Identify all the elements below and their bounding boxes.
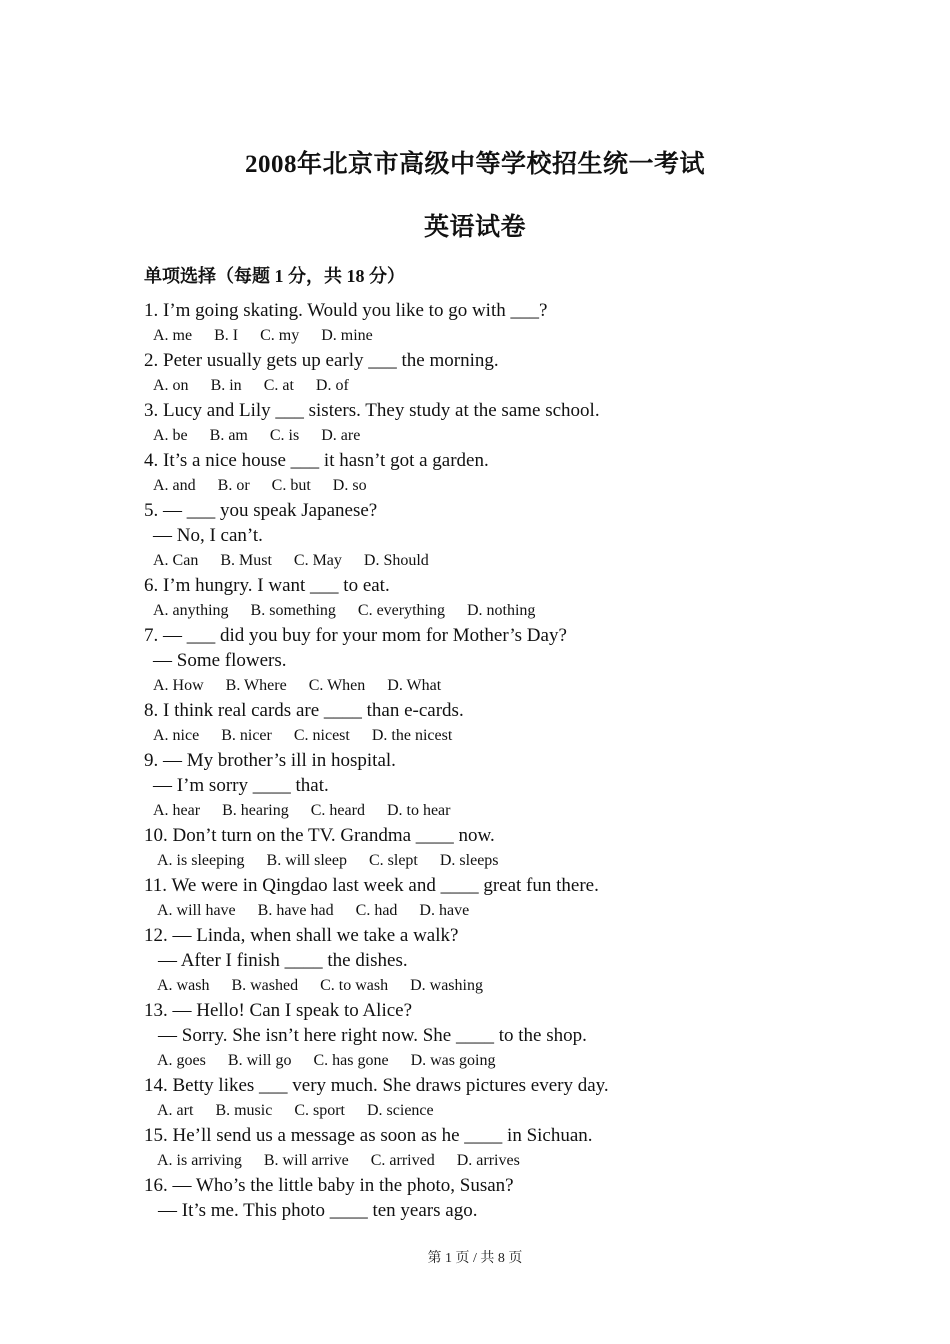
option-a: A. anything (153, 602, 229, 619)
options-row (144, 848, 844, 873)
question-stem: 3. Lucy and Lily ___ sisters. They study at the same school. (144, 400, 600, 421)
option-b: B. will go (227, 1052, 292, 1069)
question-1 (144, 298, 844, 348)
option-d: D. Should (363, 552, 429, 569)
option-d: D. are (321, 427, 361, 444)
question-list (144, 298, 844, 1223)
option-b: B. in (210, 377, 242, 394)
option-c: C. to wash (320, 977, 389, 994)
option-a: A. be (153, 427, 188, 444)
question-2 (144, 348, 844, 398)
option-a: A. and (153, 477, 196, 494)
options-row (144, 1098, 844, 1123)
option-b: B. nicer (221, 727, 272, 744)
section-heading: 单项选择（每题 1 分，共 18 分） (144, 266, 405, 286)
question-8 (144, 698, 844, 748)
question-13 (144, 998, 844, 1073)
question-reply: — It’s me. This photo ____ ten years ago. (158, 1200, 478, 1221)
option-b: B. something (250, 602, 336, 619)
page-number: 第 1 页 / 共 8 页 (427, 1251, 523, 1266)
option-b: B. Where (225, 677, 287, 694)
options-row (144, 1048, 844, 1073)
option-a: A. is arriving (157, 1152, 242, 1169)
option-b: B. I (214, 327, 239, 344)
option-d: D. have (419, 902, 470, 919)
option-c: C. my (260, 327, 300, 344)
question-stem: 8. I think real cards are ____ than e-cards. (144, 700, 464, 721)
option-a: A. on (153, 377, 189, 394)
option-c: C. May (293, 552, 342, 569)
options-row (144, 323, 844, 348)
question-stem: 13. — Hello! Can I speak to Alice? (144, 1000, 413, 1021)
options-row (144, 973, 844, 998)
option-b: B. music (215, 1102, 273, 1119)
option-b: B. am (209, 427, 248, 444)
question-16 (144, 1173, 844, 1223)
option-b: B. will sleep (266, 852, 347, 869)
option-d: D. nothing (466, 602, 536, 619)
option-d: D. mine (321, 327, 373, 344)
option-d: D. sleeps (439, 852, 499, 869)
option-a: A. goes (157, 1052, 206, 1069)
question-reply: — No, I can’t. (153, 525, 263, 546)
question-stem: 12. — Linda, when shall we take a walk? (144, 925, 459, 946)
options-row (144, 898, 844, 923)
option-a: A. hear (153, 802, 201, 819)
option-c: C. When (308, 677, 366, 694)
question-reply: — Some flowers. (153, 650, 287, 671)
question-stem: 4. It’s a nice house ___ it hasn’t got a garden. (144, 450, 489, 471)
option-a: A. will have (157, 902, 236, 919)
question-stem: 16. — Who’s the little baby in the photo, Susan? (144, 1175, 514, 1196)
option-b: B. have had (257, 902, 334, 919)
option-c: C. has gone (313, 1052, 389, 1069)
option-a: A. wash (157, 977, 210, 994)
option-c: C. at (263, 377, 294, 394)
question-stem: 9. — My brother’s ill in hospital. (144, 750, 396, 771)
question-15 (144, 1123, 844, 1173)
question-stem: 15. He’ll send us a message as soon as he ____ in Sichuan. (144, 1125, 593, 1146)
option-b: B. washed (231, 977, 299, 994)
option-c: C. heard (310, 802, 365, 819)
option-b: B. hearing (222, 802, 289, 819)
option-d: D. What (387, 677, 442, 694)
options-row (144, 423, 844, 448)
question-stem: 5. — ___ you speak Japanese? (144, 500, 378, 521)
question-stem: 6. I’m hungry. I want ___ to eat. (144, 575, 390, 596)
option-c: C. is (269, 427, 300, 444)
question-stem: 14. Betty likes ___ very much. She draws pictures every day. (144, 1075, 609, 1096)
options-row (144, 1148, 844, 1173)
option-d: D. the nicest (371, 727, 453, 744)
option-a: A. is sleeping (157, 852, 245, 869)
option-d: D. science (367, 1102, 434, 1119)
option-d: D. washing (410, 977, 483, 994)
option-c: C. arrived (370, 1152, 435, 1169)
option-d: D. so (332, 477, 367, 494)
options-row (144, 473, 844, 498)
option-b: B. will arrive (263, 1152, 349, 1169)
option-a: A. nice (153, 727, 200, 744)
option-c: C. but (271, 477, 311, 494)
question-stem: 2. Peter usually gets up early ___ the morning. (144, 350, 499, 371)
question-14 (144, 1073, 844, 1123)
option-c: C. sport (294, 1102, 345, 1119)
question-11 (144, 873, 844, 923)
question-reply: — Sorry. She isn’t here right now. She ____ to the shop. (158, 1025, 587, 1046)
question-5 (144, 498, 844, 573)
question-stem: 7. — ___ did you buy for your mom for Mother’s Day? (144, 625, 567, 646)
question-4 (144, 448, 844, 498)
exam-title: 2008年北京市高级中等学校招生统一考试 (244, 151, 705, 178)
option-a: A. art (157, 1102, 194, 1119)
question-12 (144, 923, 844, 998)
options-row (144, 548, 844, 573)
question-reply: — I’m sorry ____ that. (153, 775, 329, 796)
question-reply: — After I finish ____ the dishes. (158, 950, 408, 971)
options-row (144, 373, 844, 398)
option-d: D. of (315, 377, 349, 394)
option-a: A. me (153, 327, 193, 344)
option-d: D. to hear (386, 802, 451, 819)
question-stem: 1. I’m going skating. Would you like to go with ___? (144, 300, 548, 321)
options-row (144, 673, 844, 698)
question-10 (144, 823, 844, 873)
question-7 (144, 623, 844, 698)
options-row (144, 798, 844, 823)
question-stem: 10. Don’t turn on the TV. Grandma ____ now. (144, 825, 495, 846)
option-b: B. or (217, 477, 250, 494)
option-c: C. nicest (293, 727, 350, 744)
question-3 (144, 398, 844, 448)
exam-subtitle: 英语试卷 (423, 214, 526, 241)
question-6 (144, 573, 844, 623)
option-d: D. arrives (456, 1152, 520, 1169)
option-c: C. had (355, 902, 398, 919)
option-d: D. was going (410, 1052, 496, 1069)
option-a: A. How (153, 677, 204, 694)
option-b: B. Must (220, 552, 272, 569)
question-stem: 11. We were in Qingdao last week and ____ great fun there. (144, 875, 599, 896)
option-c: C. slept (368, 852, 418, 869)
option-c: C. everything (357, 602, 445, 619)
options-row (144, 598, 844, 623)
question-9 (144, 748, 844, 823)
option-a: A. Can (153, 552, 199, 569)
options-row (144, 723, 844, 748)
